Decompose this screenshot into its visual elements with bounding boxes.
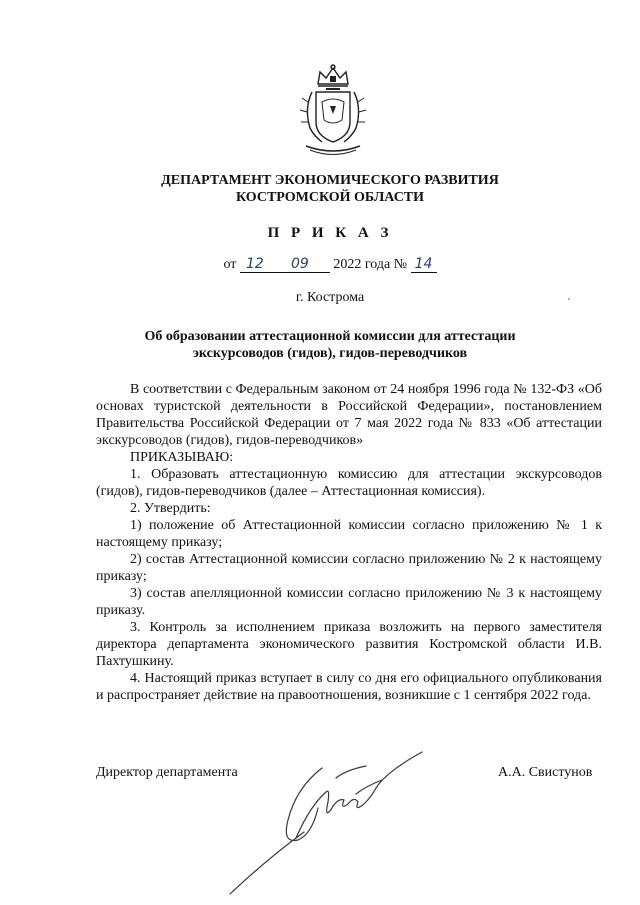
- date-year-text: 2022 года №: [333, 257, 408, 272]
- department-name-line1: ДЕПАРТАМЕНТ ЭКОНОМИЧЕСКОГО РАЗВИТИЯ: [161, 173, 499, 188]
- item-2-2: 2) состав Аттестационной комиссии согласно приложению № 2 к настоящему приказу;: [96, 552, 602, 584]
- item-2: 2. Утвердить:: [130, 501, 211, 516]
- document-type-title: П Р И К А З: [267, 225, 393, 241]
- item-2-1: 1) положение об Аттестационной комиссии согласно приложению № 1 к настоящему приказу;: [96, 518, 602, 550]
- coat-of-arms-icon: [292, 62, 374, 160]
- item-2-3: 3) состав апелляционной комиссии согласно приложению № 3 к настоящему приказу.: [96, 586, 602, 618]
- handwritten-signature-icon: [226, 748, 446, 898]
- city-name: г. Кострома: [295, 290, 365, 305]
- order-word: ПРИКАЗЫВАЮ:: [130, 450, 234, 465]
- subject-line2: экскурсоводов (гидов), гидов-переводчиков: [192, 346, 468, 361]
- preamble-paragraph: В соответствии с Федеральным законом от 24 ноября 1996 года № 132-ФЗ «Об основах туристской деятельности в Российской Федерации», постановлением Правительства Российской Федерации от 7 мая 2022 года № 833 «Об аттестации экскурсоводов (гидов), гидов-переводчиков»: [96, 382, 602, 448]
- order-date-line: [80, 256, 580, 273]
- department-name-line2: КОСТРОМСКОЙ ОБЛАСТИ: [235, 190, 425, 205]
- signatory-name: А.А. Свистунов: [498, 765, 593, 780]
- order-number-field: 14: [411, 256, 437, 273]
- date-prefix: от: [223, 257, 237, 272]
- item-3: 3. Контроль за исполнением приказа возложить на первого заместителя директора департамента экономического развития Костромской области И.В. Пахтушкину.: [96, 620, 602, 669]
- date-month-field: 09: [270, 256, 330, 273]
- date-day-field: 12: [240, 256, 270, 273]
- order-body: [96, 381, 602, 704]
- signatory-position: Директор департамента: [96, 765, 238, 780]
- subject-line1: Об образовании аттестационной комиссии для аттестации: [144, 329, 516, 344]
- scan-speck: [568, 298, 570, 300]
- item-4: 4. Настоящий приказ вступает в силу со дня его официального опубликования и распространяет действие на правоотношения, возникшие с 1 сентября 2022 года.: [96, 671, 602, 703]
- item-1: 1. Образовать аттестационную комиссию для аттестации экскурсоводов (гидов), гидов-переводчиков (далее – Аттестационная комиссия).: [96, 467, 602, 499]
